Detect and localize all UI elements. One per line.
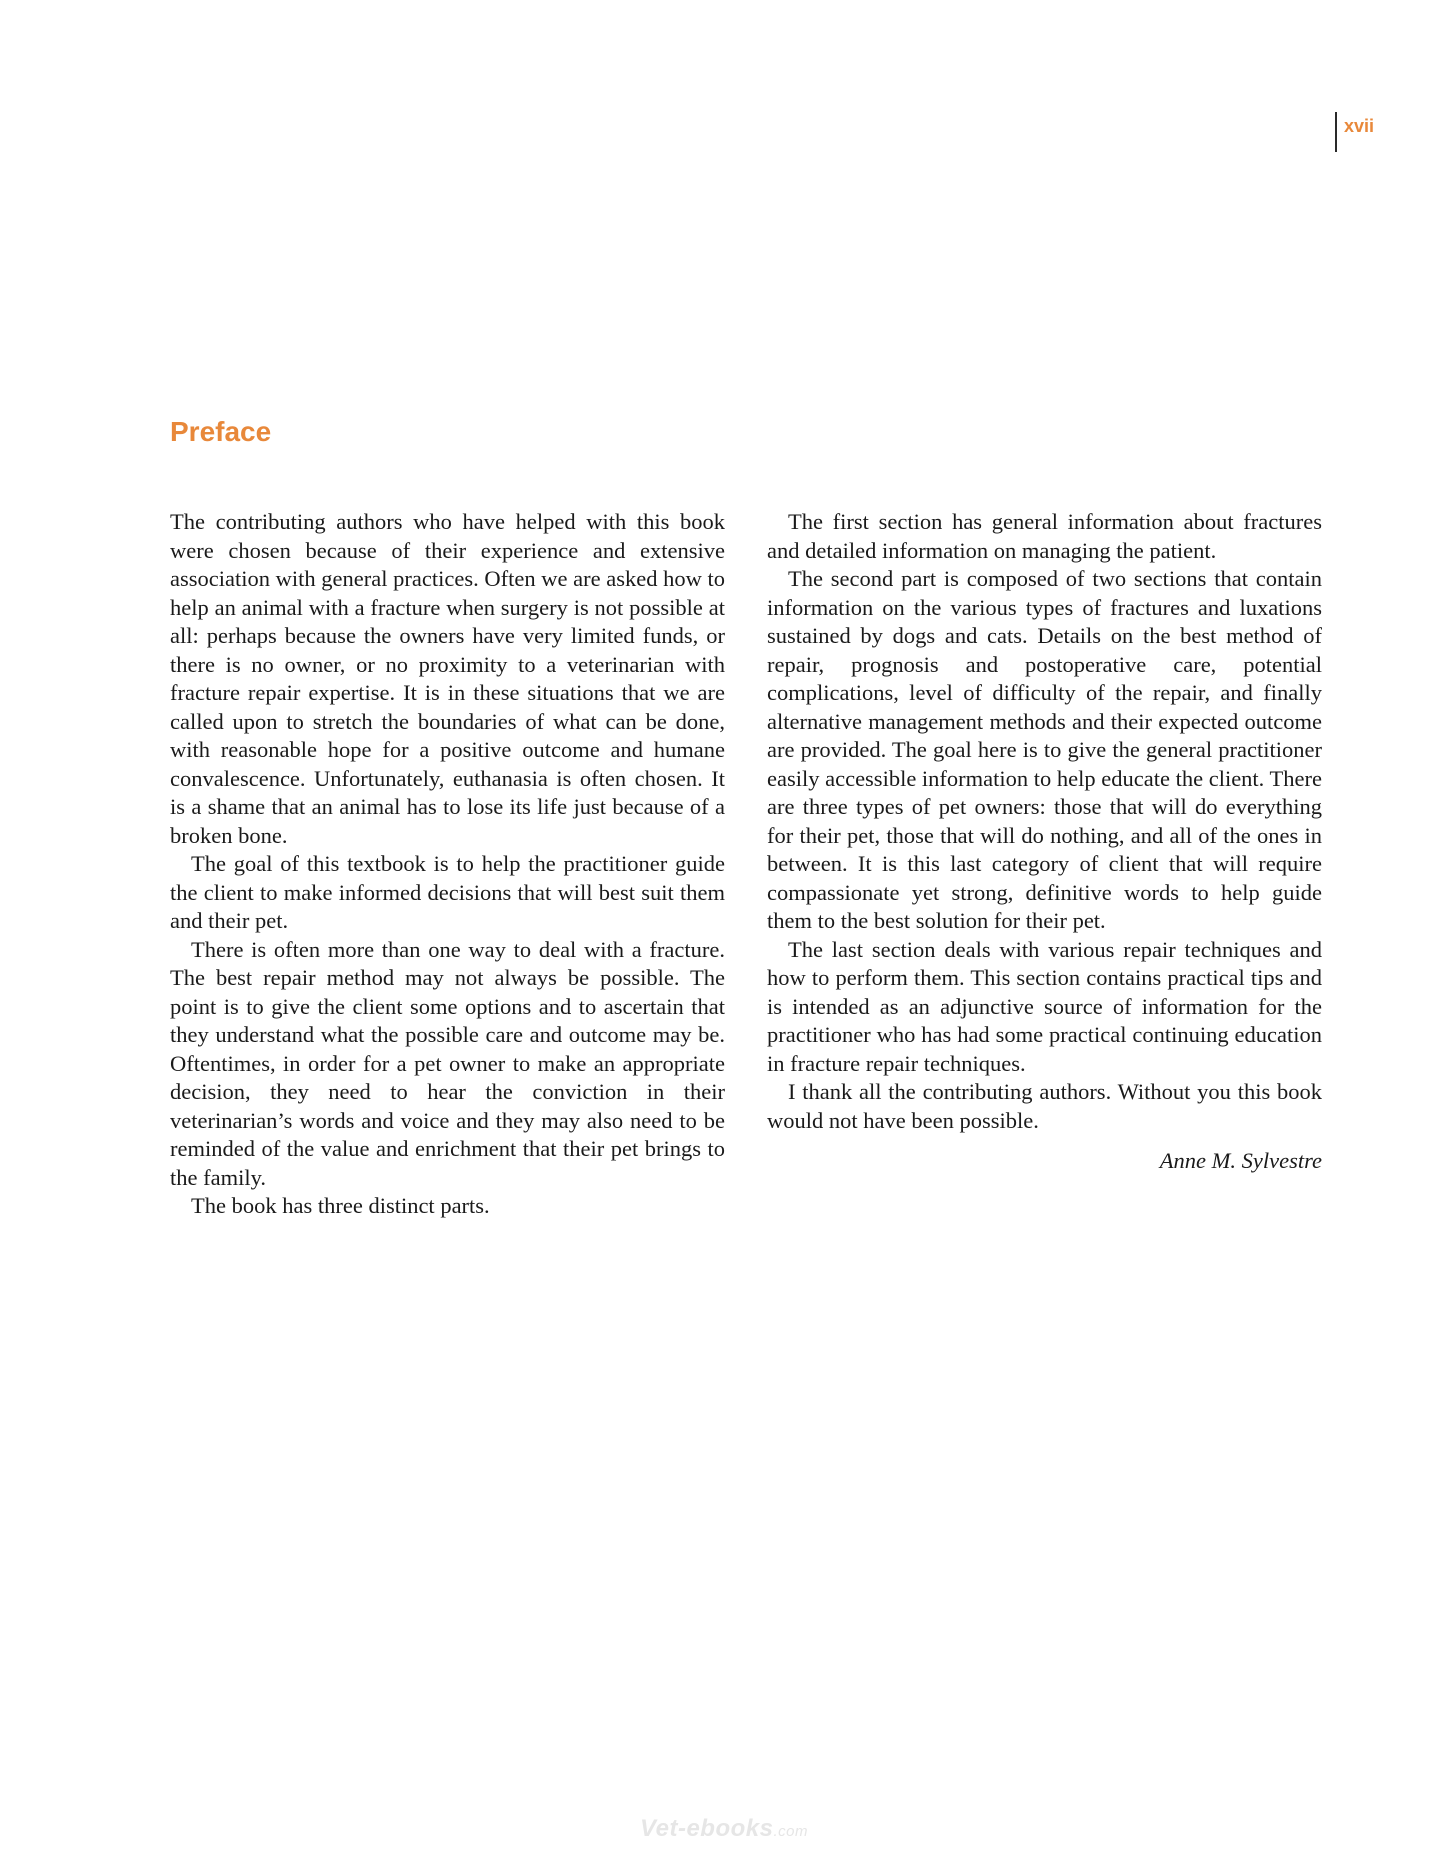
- paragraph: I thank all the contributing authors. Without you this book would not have been possible.: [767, 1079, 1322, 1133]
- paragraph: There is often more than one way to deal with a fracture. The best repair method may not always be possible. The point is to give the client some options and to ascertain that they understand what the possible care and outcome may be. Oftentimes, in order for a pet owner to make an appropriate decision, they need to hear the conviction in their veterinarian’s words and voice and they may also need to be reminded of the value and enrichment that their pet brings to the family.: [170, 936, 725, 1190]
- paragraph: The second part is composed of two sections that contain information on the various types of fractures and luxations sustained by dogs and cats. Details on the best method of repair, prognosis and postoperative care, potential complications, level of difficulty of the repair, and finally alternative management methods and their expected outcome are provided. The goal here is to give the general practitioner easily accessible information to help educate the client. There are three types of pet owners: those that will do everything for their pet, those that will do nothing, and all of the ones in between. It is this last category of client that will require compassionate yet strong, definitive words to help guide them to the best solution for their pet.: [767, 566, 1322, 933]
- left-column: [170, 508, 725, 1221]
- page-number: xvii: [1344, 116, 1375, 136]
- chapter-title: Preface: [170, 416, 272, 447]
- page-header: [1335, 112, 1374, 152]
- body-columns: [170, 508, 1322, 1221]
- paragraph: The book has three distinct parts.: [191, 1193, 490, 1218]
- page-number-rule: [1335, 112, 1337, 152]
- watermark-suffix: .com: [773, 1823, 808, 1840]
- paragraph: The first section has general information about fractures and detailed information on managing the patient.: [767, 509, 1322, 563]
- paragraph: The contributing authors who have helped with this book were chosen because of their experience and extensive association with general practices. Often we are asked how to help an animal with a fracture when surgery is not possible at all: perhaps because the owners have very limited funds, or there is no owner, or no proximity to a veterinarian with fracture repair expertise. It is in these situations that we are called upon to stretch the boundaries of what can be done, with reasonable hope for a positive outcome and humane convalescence. Unfortunately, euthanasia is often chosen. It is a shame that an animal has to lose its life just because of a broken bone.: [170, 509, 725, 848]
- watermark-name: Vet-ebooks: [640, 1815, 774, 1842]
- watermark: [640, 1815, 808, 1843]
- paragraph: The last section deals with various repair techniques and how to perform them. This section contains practical tips and is intended as an adjunctive source of information for the practitioner who has had some practical continuing education in fracture repair techniques.: [767, 936, 1322, 1076]
- right-column: [767, 508, 1322, 1221]
- author-signature: Anne M. Sylvestre: [1159, 1148, 1322, 1173]
- paragraph: The goal of this textbook is to help the practitioner guide the client to make informed decisions that will best suit them and their pet.: [170, 851, 725, 933]
